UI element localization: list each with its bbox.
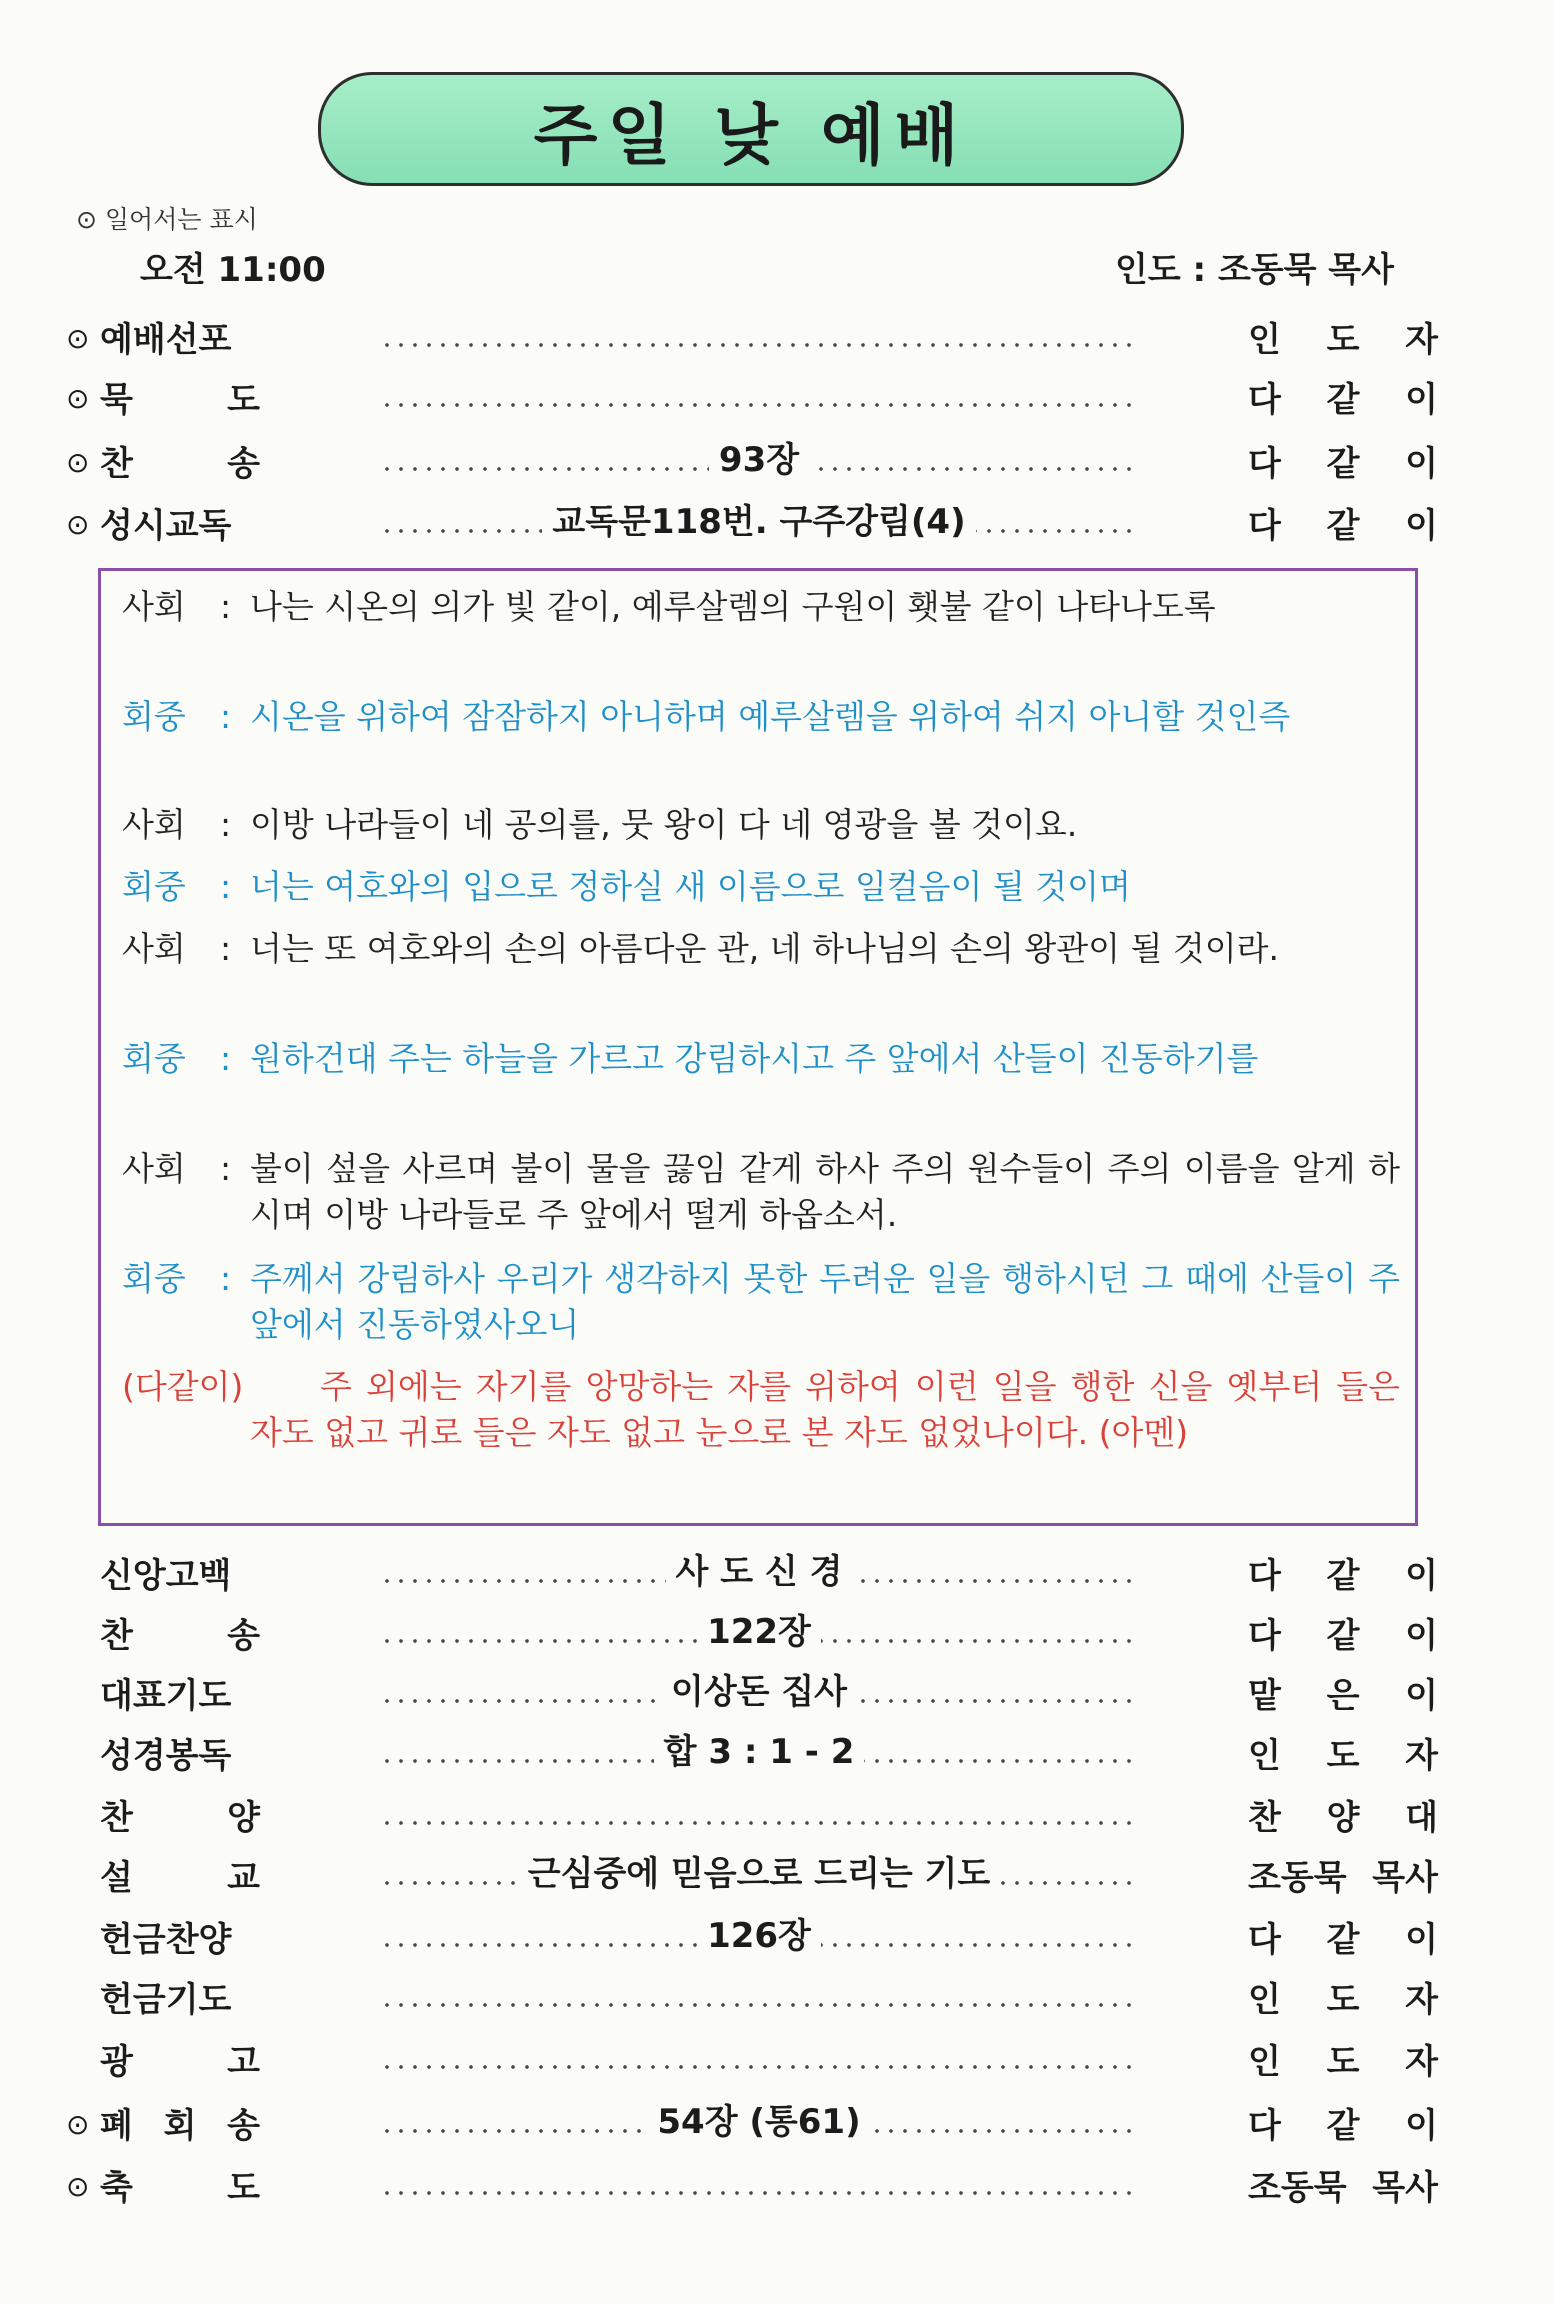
order-label	[100, 1668, 260, 1717]
reading-line-leader	[122, 1146, 1400, 1238]
order-performer-part: 조동묵	[1248, 2168, 1347, 2208]
order-label-part: 폐	[100, 2106, 133, 2146]
reading-speaker: 사회	[122, 587, 186, 626]
order-performer-part: 다	[1248, 1556, 1281, 1596]
order-performer	[1248, 1668, 1438, 1717]
reading-line-all	[122, 1364, 1400, 1456]
order-performer	[1248, 498, 1438, 547]
order-label-part: 신앙고백	[100, 1556, 232, 1596]
order-row	[0, 372, 1554, 432]
order-performer-part: 다	[1248, 2106, 1281, 2146]
order-performer-part: 조동묵	[1248, 1858, 1347, 1898]
order-row	[0, 1728, 1554, 1788]
order-performer-part: 자	[1405, 1736, 1438, 1776]
stand-mark-icon: ⊙	[66, 2108, 90, 2141]
reading-speaker: 사회	[122, 1149, 186, 1188]
reading-colon: :	[220, 1149, 232, 1188]
order-label-part: 성시교독	[100, 506, 232, 546]
order-performer	[1248, 2034, 1438, 2083]
reading-line-leader	[122, 802, 1400, 848]
order-performer	[1248, 436, 1438, 485]
order-label	[100, 498, 260, 547]
reading-text: 시온을 위하여 잠잠하지 아니하며 예루살렘을 위하여 쉬지 아니할 것인즉	[250, 697, 1291, 736]
order-performer	[1248, 2160, 1438, 2209]
order-performer-part: 같	[1326, 1616, 1360, 1656]
order-performer-part: 양	[1326, 1798, 1360, 1838]
reading-colon: :	[220, 867, 232, 906]
order-performer-part: 다	[1248, 506, 1281, 546]
order-label	[100, 436, 260, 485]
order-performer	[1248, 1728, 1438, 1777]
reading-line-cong	[122, 1256, 1400, 1348]
order-row	[0, 1790, 1554, 1850]
order-performer-part: 맡	[1248, 1676, 1281, 1716]
order-row	[0, 1668, 1554, 1728]
reading-colon: :	[220, 697, 232, 736]
order-performer	[1248, 372, 1438, 421]
reading-speaker: 회중	[122, 697, 186, 736]
order-performer-part: 목사	[1372, 2168, 1438, 2208]
order-performer-part: 자	[1405, 1980, 1438, 2020]
dot-leader	[380, 1912, 1138, 1960]
order-performer	[1248, 1850, 1438, 1899]
order-row	[0, 1608, 1554, 1668]
reading-text: 주 외에는 자기를 앙망하는 자를 위하여 이런 일을 행한 신을 옛부터 들은 자도 없고 귀로 들은 자도 없고 눈으로 본 자도 없었나이다. (아멘)	[250, 1367, 1400, 1452]
order-performer	[1248, 1548, 1438, 1597]
order-performer-part: 같	[1326, 506, 1360, 546]
order-performer-part: 다	[1248, 380, 1281, 420]
order-label-part: 양	[227, 1798, 260, 1838]
dot-leader	[380, 2160, 1138, 2208]
order-row	[0, 1850, 1554, 1910]
order-label-part: 송	[227, 2106, 260, 2146]
order-label-part: 회	[163, 2106, 197, 2146]
order-label	[100, 2098, 260, 2147]
reading-text: 원하건대 주는 하늘을 가르고 강림하시고 주 앞에서 산들이 진동하기를	[250, 1039, 1259, 1078]
order-performer-part: 같	[1326, 2106, 1360, 2146]
order-performer-part: 인	[1248, 320, 1281, 360]
dot-leader	[380, 1850, 1138, 1898]
order-performer-part: 다	[1248, 1616, 1281, 1656]
service-leader: 인도 : 조동묵 목사	[1114, 250, 1394, 290]
order-performer-part: 대	[1405, 1798, 1438, 1838]
order-label-part: 묵	[100, 380, 133, 420]
dot-leader	[380, 1668, 1138, 1716]
order-performer	[1248, 1972, 1438, 2021]
order-label	[100, 1912, 260, 1961]
order-label	[100, 1728, 260, 1777]
order-item: 합 3 : 1 - 2	[654, 1728, 865, 1776]
order-label	[100, 1972, 260, 2021]
dot-leader	[380, 1790, 1138, 1838]
order-label-part: 광	[100, 2042, 133, 2082]
order-performer-part: 은	[1326, 1676, 1360, 1716]
reading-text: 불이 섶을 사르며 불이 물을 끓임 같게 하사 주의 원수들이 주의 이름을 알게 하시며 이방 나라들로 주 앞에서 떨게 하옵소서.	[250, 1149, 1400, 1234]
order-performer-part: 이	[1405, 1676, 1438, 1716]
order-performer-part: 도	[1326, 2042, 1360, 2082]
order-performer-part: 이	[1405, 1616, 1438, 1656]
reading-colon: :	[220, 1259, 232, 1298]
order-label-part: 헌금찬양	[100, 1920, 232, 1960]
order-performer	[1248, 1790, 1438, 1839]
order-performer-part: 찬	[1248, 1798, 1281, 1838]
order-label-part: 도	[227, 380, 260, 420]
reading-text: 이방 나라들이 네 공의를, 뭇 왕이 다 네 영광을 볼 것이요.	[250, 805, 1078, 844]
order-label-part: 고	[227, 2042, 260, 2082]
order-performer-part: 인	[1248, 2042, 1281, 2082]
stand-mark-icon: ⊙	[66, 382, 90, 415]
reading-colon: :	[220, 1039, 232, 1078]
order-performer-part: 이	[1405, 506, 1438, 546]
dot-leader	[380, 498, 1138, 546]
order-label-part: 찬	[100, 1616, 133, 1656]
order-performer	[1248, 1608, 1438, 1657]
order-label-part: 찬	[100, 1798, 133, 1838]
order-row	[0, 1912, 1554, 1972]
order-performer-part: 같	[1326, 444, 1360, 484]
order-label	[100, 372, 260, 421]
order-performer-part: 도	[1326, 1980, 1360, 2020]
order-performer-part: 이	[1405, 2106, 1438, 2146]
order-label	[100, 1850, 260, 1899]
order-label-part: 축	[100, 2168, 133, 2208]
order-label	[100, 1790, 260, 1839]
order-item: 근심중에 믿음으로 드리는 기도	[518, 1850, 1000, 1898]
dot-leader	[380, 2098, 1138, 2146]
dot-leader	[380, 312, 1138, 360]
reading-text: 나는 시온의 의가 빛 같이, 예루살렘의 구원이 횃불 같이 나타나도록	[250, 587, 1216, 626]
order-label-part: 성경봉독	[100, 1736, 232, 1776]
dot-leader	[380, 372, 1138, 420]
order-row	[0, 1548, 1554, 1608]
reading-text: 너는 여호와의 입으로 정하실 새 이름으로 일컬음이 될 것이며	[250, 867, 1131, 906]
order-label	[100, 1608, 260, 1657]
reading-text: 너는 또 여호와의 손의 아름다운 관, 네 하나님의 손의 왕관이 될 것이라.	[250, 929, 1279, 968]
reading-speaker: 사회	[122, 805, 186, 844]
order-performer-part: 도	[1326, 320, 1360, 360]
dot-leader	[380, 1548, 1138, 1596]
order-performer-part: 이	[1405, 1920, 1438, 1960]
order-performer-part: 이	[1405, 444, 1438, 484]
order-row	[0, 2034, 1554, 2094]
order-label-part: 송	[227, 444, 260, 484]
reading-speaker: 회중	[122, 1039, 186, 1078]
order-performer-part: 같	[1326, 1920, 1360, 1960]
order-label	[100, 2034, 260, 2083]
order-item: 사 도 신 경	[666, 1548, 853, 1596]
order-performer-part: 목사	[1372, 1858, 1438, 1898]
order-label-part: 도	[227, 2168, 260, 2208]
stand-mark-icon: ⊙	[66, 322, 90, 355]
reading-line-cong	[122, 694, 1400, 740]
reading-colon: :	[220, 587, 232, 626]
order-label	[100, 312, 260, 361]
service-time: 오전 11:00	[140, 250, 326, 290]
reading-speaker: 회중	[122, 1259, 186, 1298]
reading-colon: :	[220, 929, 232, 968]
reading-speaker: (다같이)	[122, 1367, 244, 1406]
order-performer-part: 같	[1326, 380, 1360, 420]
order-label-part: 예배선포	[100, 320, 232, 360]
order-performer	[1248, 312, 1438, 361]
reading-line-leader	[122, 584, 1400, 630]
reading-line-leader	[122, 926, 1400, 972]
reading-text: 주께서 강림하사 우리가 생각하지 못한 두려운 일을 행하시던 그 때에 산들이 주 앞에서 진동하였사오니	[250, 1259, 1400, 1344]
order-performer	[1248, 2098, 1438, 2147]
order-performer-part: 인	[1248, 1980, 1281, 2020]
order-row	[0, 2098, 1554, 2158]
reading-line-cong	[122, 864, 1400, 910]
order-row	[0, 312, 1554, 372]
order-item: 93장	[709, 436, 809, 484]
order-label-part: 대표기도	[100, 1676, 232, 1716]
order-label-part: 송	[227, 1616, 260, 1656]
order-label	[100, 1548, 260, 1597]
order-performer-part: 자	[1405, 2042, 1438, 2082]
order-row	[0, 498, 1554, 558]
order-item: 122장	[697, 1608, 821, 1656]
reading-line-cong	[122, 1036, 1400, 1082]
order-performer-part: 인	[1248, 1736, 1281, 1776]
order-performer-part: 이	[1405, 1556, 1438, 1596]
order-row	[0, 1972, 1554, 2032]
order-label-part: 설	[100, 1858, 133, 1898]
reading-speaker: 회중	[122, 867, 186, 906]
stand-mark-icon: ⊙	[66, 446, 90, 479]
page-title: 주일 낮 예배	[318, 72, 1184, 186]
dot-leader	[380, 1972, 1138, 2020]
order-item: 126장	[697, 1912, 821, 1960]
order-performer-part: 같	[1326, 1556, 1360, 1596]
reading-speaker: 사회	[122, 929, 186, 968]
order-performer-part: 도	[1326, 1736, 1360, 1776]
order-label-part: 교	[227, 1858, 260, 1898]
order-label-part: 헌금기도	[100, 1980, 232, 2020]
dot-leader	[380, 1728, 1138, 1776]
stand-mark-icon: ⊙	[66, 508, 90, 541]
reading-colon: :	[220, 805, 232, 844]
order-performer-part: 다	[1248, 1920, 1281, 1960]
order-item: 이상돈 집사	[661, 1668, 857, 1716]
stand-legend: ⊙ 일어서는 표시	[76, 205, 258, 234]
order-performer-part: 자	[1405, 320, 1438, 360]
order-item: 54장 (통61)	[647, 2098, 870, 2146]
order-label	[100, 2160, 260, 2209]
dot-leader	[380, 1608, 1138, 1656]
order-row	[0, 436, 1554, 496]
order-performer-part: 다	[1248, 444, 1281, 484]
order-row	[0, 2160, 1554, 2220]
order-performer	[1248, 1912, 1438, 1961]
order-performer-part: 이	[1405, 380, 1438, 420]
order-label-part: 찬	[100, 444, 133, 484]
stand-mark-icon: ⊙	[66, 2170, 90, 2203]
dot-leader	[380, 436, 1138, 484]
order-item: 교독문118번. 구주강림(4)	[542, 498, 975, 546]
dot-leader	[380, 2034, 1138, 2082]
